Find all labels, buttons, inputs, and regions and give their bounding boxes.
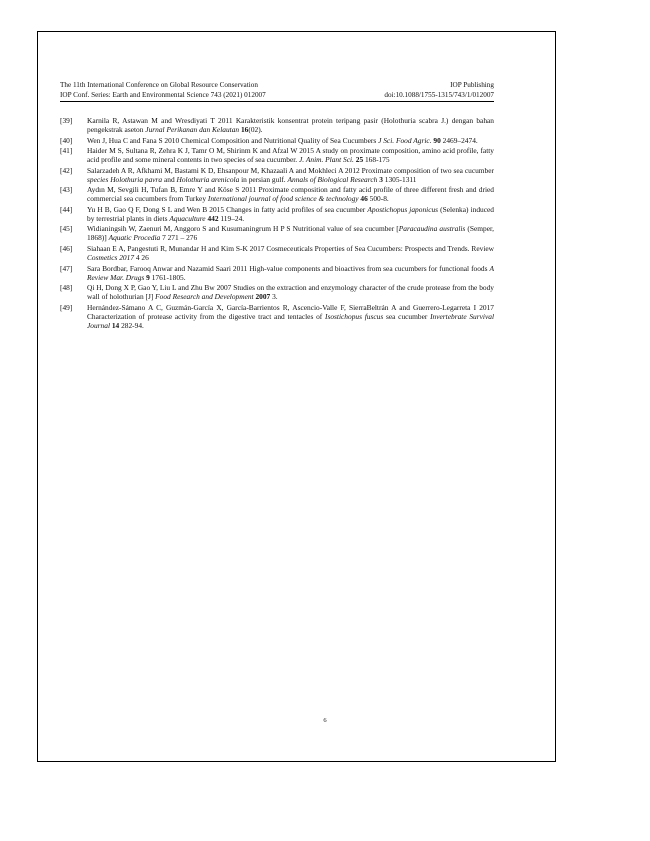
reference-text	[87, 185, 494, 203]
reference-text-part: Aquaculture	[169, 213, 206, 223]
reference-text-part: 4 26	[134, 253, 149, 263]
reference-number: [40]	[60, 135, 73, 145]
reference-text-part: 25	[355, 155, 364, 165]
series-citation: IOP Conf. Series: Earth and Environmental Science 743 (2021) 012007	[60, 91, 266, 99]
reference-item	[60, 136, 494, 145]
reference-text	[87, 244, 494, 262]
reference-text-part: Invertebrate Survival Journal	[87, 311, 494, 330]
reference-text-part: 90	[433, 135, 441, 145]
reference-number: [46]	[60, 243, 73, 253]
reference-text-part: Wen J, Hua C and Fana S 2010 Chemical Composition and Nutritional Quality of Sea Cucumbers	[87, 135, 379, 145]
reference-item	[60, 116, 494, 134]
reference-item	[60, 244, 494, 262]
reference-text-part: 2469–2474.	[440, 135, 478, 145]
reference-number: [48]	[60, 283, 73, 293]
reference-text-part: in persian gulf.	[239, 174, 288, 184]
reference-text-part: Annals of Biological Research	[287, 174, 378, 184]
reference-item	[60, 283, 494, 301]
reference-text-part: (Semper, 1868)]	[87, 224, 494, 243]
reference-text-part: 500-8.	[367, 194, 389, 204]
header-rule	[60, 101, 494, 102]
page-number: 6	[323, 717, 327, 724]
reference-text-part: Yu H B, Gao Q F, Dong S L and Wen B 2015 Changes in fatty acid profiles of sea cucumber	[87, 204, 368, 214]
reference-text-part: 16	[240, 125, 249, 135]
reference-text-part: Aydın M, Sevgili H, Tufan B, Emre Y and Köse S 2011 Proximate composition and fatty acid profile of three different fresh and dried commercial sea cucumbers from Turkey	[87, 185, 494, 204]
reference-number: [49]	[60, 302, 73, 312]
reference-text-part: 3.	[270, 292, 278, 302]
reference-text	[87, 283, 494, 301]
reference-number: [47]	[60, 263, 73, 273]
reference-text-part: 14	[111, 320, 120, 330]
reference-text	[87, 146, 494, 164]
publisher: IOP Publishing	[450, 81, 494, 89]
reference-text-part: 1761-1805.	[149, 272, 186, 282]
reference-number: [43]	[60, 185, 73, 195]
doi-link[interactable]: doi:10.1088/1755-1315/743/1/012007	[384, 91, 494, 99]
reference-item	[60, 185, 494, 203]
reference-text	[87, 205, 494, 223]
reference-text-part: and	[162, 174, 177, 184]
reference-text-part: 2007	[255, 292, 271, 302]
reference-item	[60, 264, 494, 282]
reference-text-part: 9	[146, 272, 150, 282]
reference-text-part: Qi H, Dong X P, Gao Y, Liu L and Zhu Bw 2007 Studies on the extraction and enzymology character of the crude protease from the body wall of holothurian [J]	[87, 283, 494, 302]
reference-text-part: 3	[379, 174, 383, 184]
conference-title: The 11th International Conference on Global Resource Conservation	[60, 81, 258, 89]
reference-text	[87, 303, 494, 330]
reference-text-part: A Review Mar. Drugs	[87, 263, 494, 282]
reference-text-part: Siahaan E A, Pangestuti R, Munandar H and Kim S-K 2017 Cosmeceuticals Properties of Sea Cucumbers: Prospects and Trends. Review	[87, 243, 494, 253]
reference-text-part: Isostichopus fuscus	[325, 311, 384, 321]
reference-text	[87, 166, 494, 184]
reference-text-part: International journal of food science & technology	[207, 194, 359, 204]
reference-text-part: J. Anim. Plant Sci.	[299, 155, 354, 165]
reference-item	[60, 303, 494, 330]
reference-number: [44]	[60, 204, 73, 214]
reference-number: [42]	[60, 165, 73, 175]
series-line	[60, 91, 494, 100]
reference-text-part: Widianingsih W, Zaenuri M, Anggoro S and Kusumaningrum H P S Nutritional value of sea cucumber [	[87, 224, 399, 234]
reference-item	[60, 146, 494, 164]
reference-text-part: Haider M S, Sultana R, Zehra K J, Tamr O M, Shirinm K and Afzal W 2015 A study on proximate composition, amino acid profile, fatty acid profile and some mineral contents in two species of sea cucumber.	[87, 146, 494, 165]
reference-text	[87, 136, 478, 145]
reference-text-part: 168-175	[363, 155, 390, 165]
reference-text-part: 7 271 – 276	[160, 233, 198, 243]
reference-text-part: Holothuria arenicola	[176, 174, 240, 184]
reference-text-part: species Holothuria pavra	[87, 174, 163, 184]
reference-text	[87, 116, 494, 134]
reference-text-part: 1305-1311	[382, 174, 417, 184]
reference-text-part: 282-94.	[119, 320, 144, 330]
reference-text-part: (Selenka) induced by terrestrial plants in diets	[87, 204, 494, 223]
reference-text-part: Jurnal Perikanan dan Kelautan	[145, 125, 240, 135]
reference-text-part: Salarzadeh A R, Afkhami M, Bastami K D, Ehsanpour M, Khazaali A and Mokhleci A 2012 Proximate composition of two sea cucumber	[87, 165, 494, 175]
reference-item	[60, 224, 494, 242]
reference-text-part: J Sci. Food Agric.	[378, 135, 432, 145]
reference-list	[60, 116, 494, 331]
reference-text	[87, 264, 494, 282]
reference-text-part: 119–24.	[218, 213, 245, 223]
reference-number: [39]	[60, 116, 73, 125]
reference-text-part: 46	[360, 194, 368, 204]
reference-item	[60, 166, 494, 184]
running-header	[60, 81, 494, 90]
reference-text-part: Apostichopus japonicus	[367, 204, 439, 214]
reference-text-part: Karnila R, Astawan M and Wresdiyati T 2011 Karakteristik konsentrat protein teripang pasir (Holothuria scabra J.) dengan bahan pengekstrak aseton	[87, 116, 494, 135]
reference-text-part: 442	[207, 213, 219, 223]
reference-text-part: Food Research and Development	[155, 292, 254, 302]
reference-text-part: Aquatic Procedia	[108, 233, 161, 243]
reference-text-part: Paracaudina australis	[398, 224, 466, 234]
reference-text-part: sea cucumber	[383, 311, 431, 321]
reference-item	[60, 205, 494, 223]
reference-text	[87, 224, 494, 242]
reference-number: [41]	[60, 146, 73, 156]
reference-text-part: (02).	[248, 125, 263, 135]
reference-text-part: Sara Bordbar, Farooq Anwar and Nazamid Saari 2011 High-value components and bioactives from sea cucumbers for functional foods	[87, 263, 490, 273]
reference-text-part: Hernández-Sámano A C, Guzmán-García X, García-Barrientos R, Ascencio-Valle F, SierraBeltrán A and Guerrero-Legarreta I 2017 Characterization of protease activity from the digestive tract and tentacles of	[87, 302, 494, 321]
reference-number: [45]	[60, 224, 73, 234]
reference-text-part: Cosmetics 2017	[87, 253, 135, 263]
